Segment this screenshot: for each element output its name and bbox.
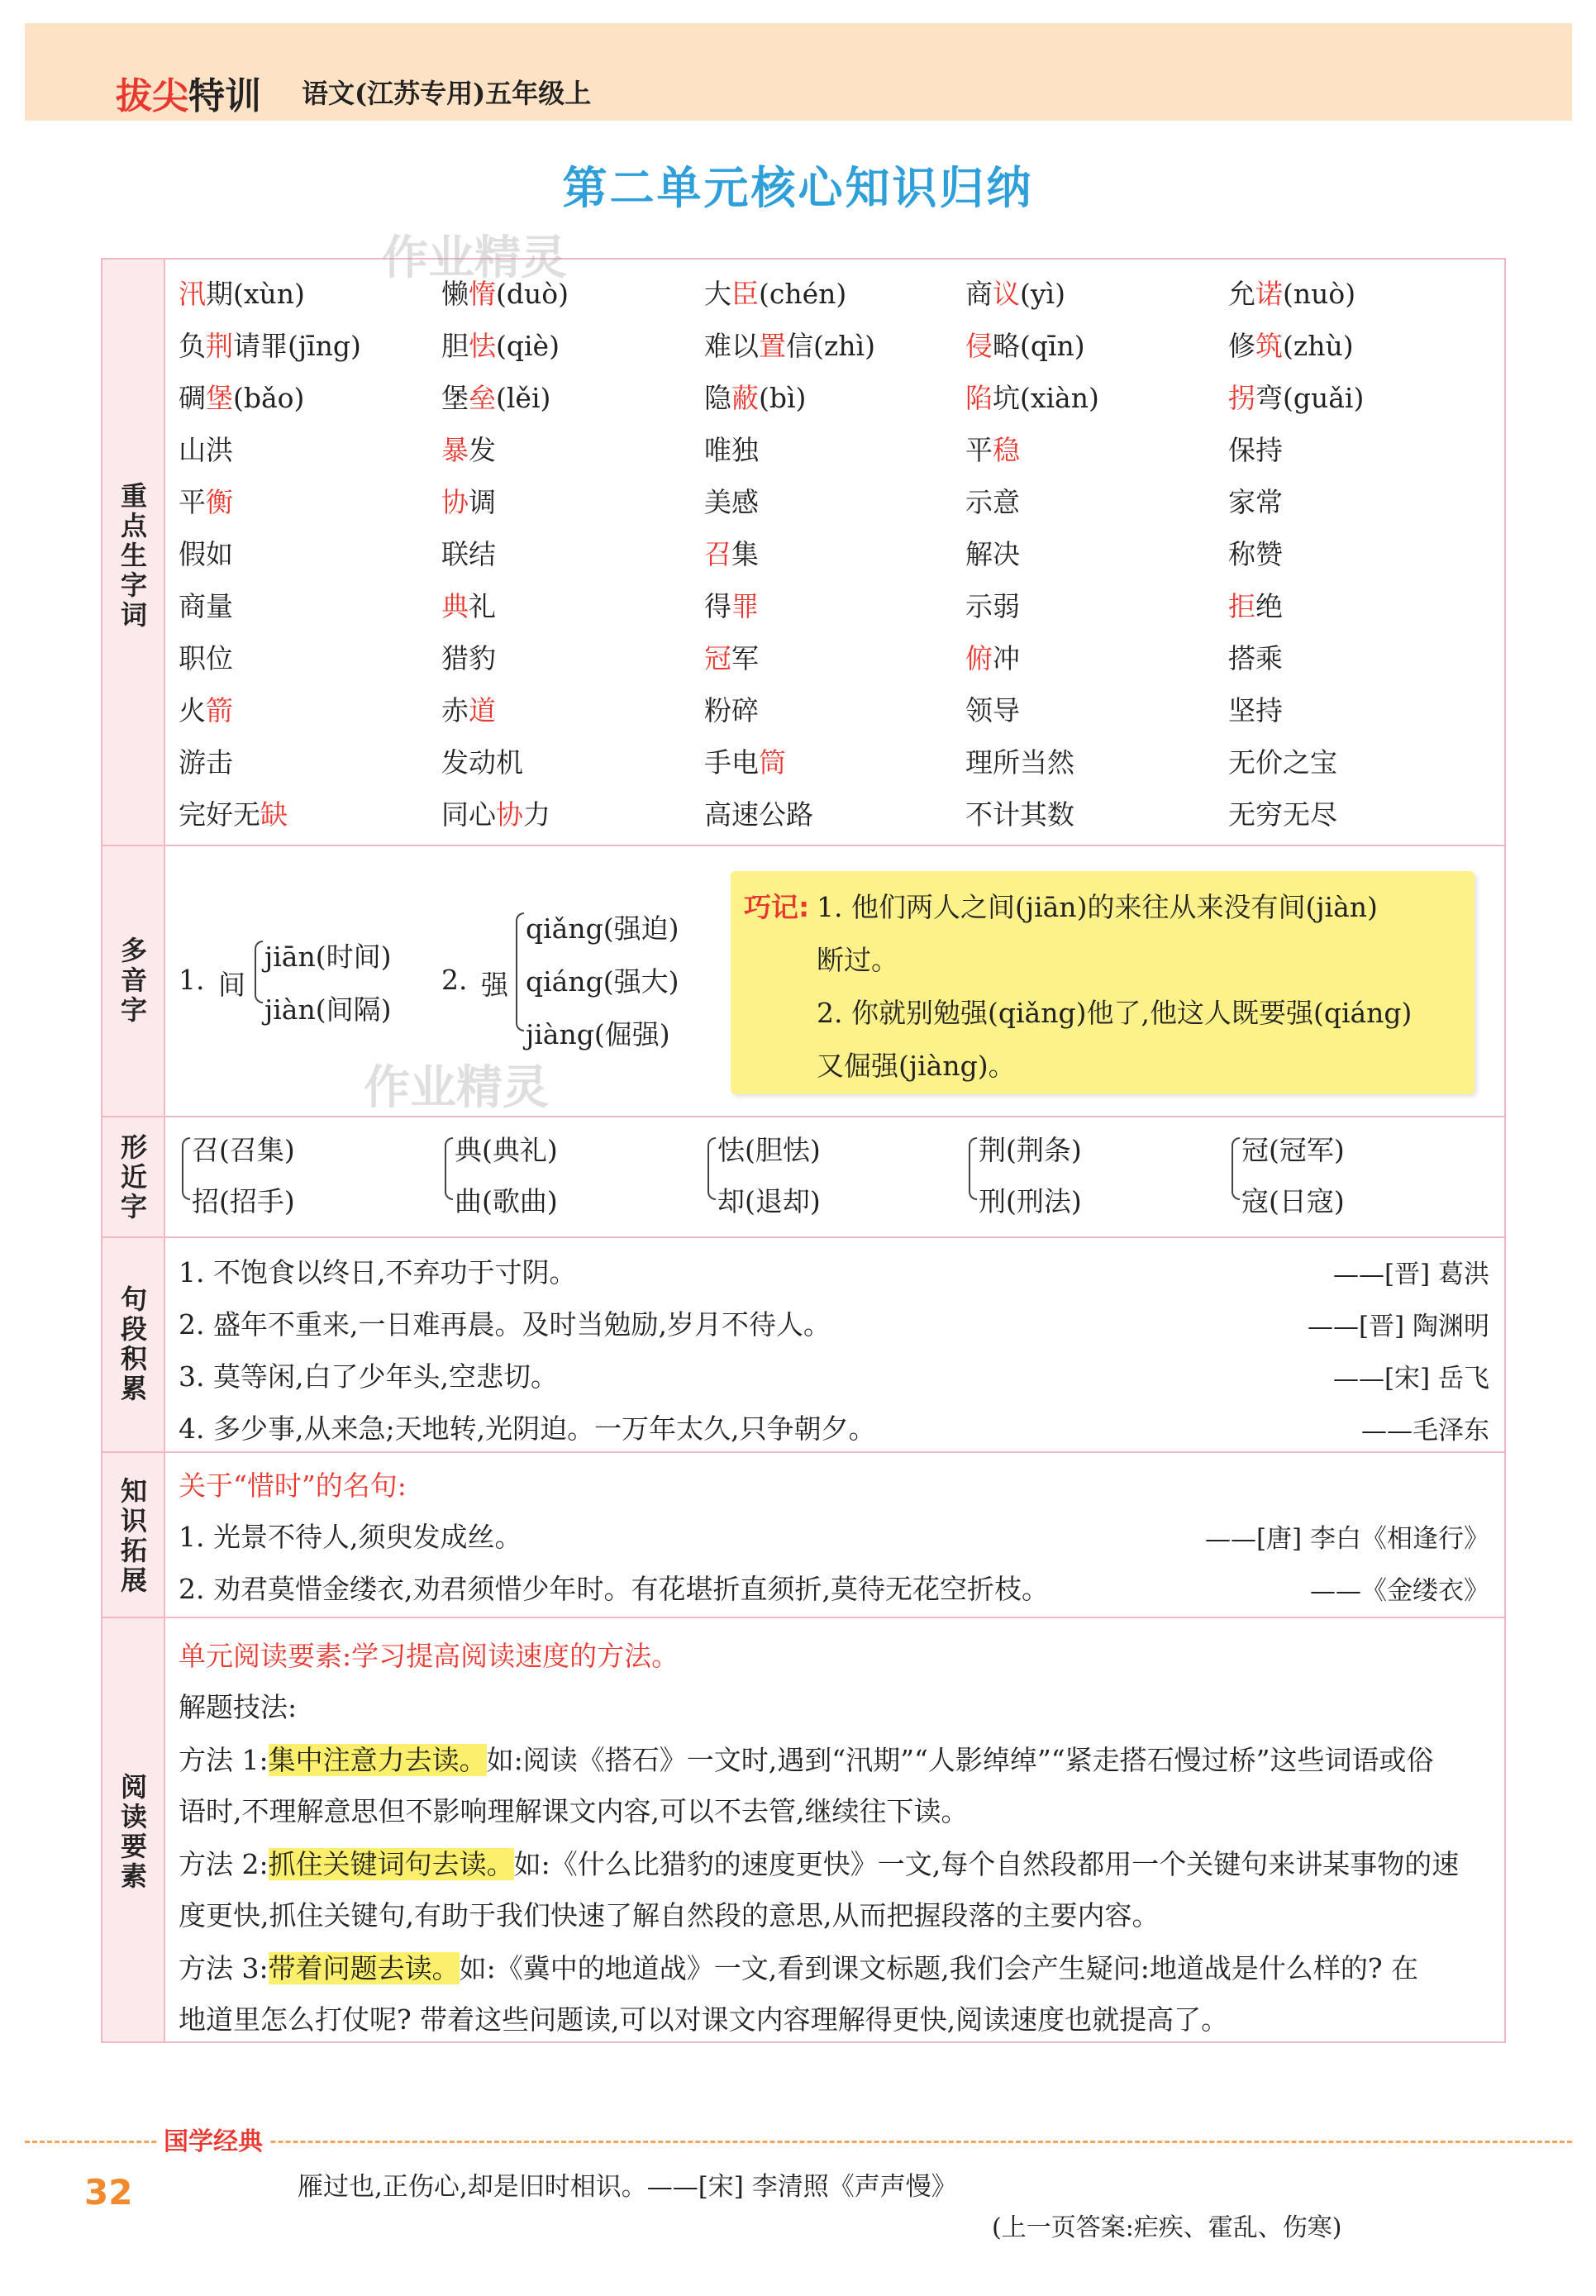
word-item: 隐蔽(bì): [704, 382, 807, 414]
memo-line: 2. 你就别勉强(qiǎng)他了,他这人既要强(qiáng): [817, 997, 1413, 1029]
footer-label: 国学经典: [157, 2121, 269, 2157]
word-item: 大臣(chén): [704, 278, 847, 310]
word-item: 难以置信(zhì): [704, 330, 875, 362]
word-item: 高速公路: [704, 798, 813, 831]
word-item: 解决: [965, 538, 1020, 570]
poly-2-c: jiàng(倔强): [526, 1018, 670, 1050]
brand-logo: 拔尖特训: [116, 75, 261, 117]
sentence-text: 3. 莫等闲,白了少年头,空悲切。: [179, 1360, 558, 1393]
word-item: 游击: [179, 746, 233, 779]
sentence-text: 1. 不饱食以终日,不弃功于寸阴。: [179, 1256, 577, 1289]
extend-text: 1. 光景不待人,须臾发成丝。: [179, 1521, 522, 1553]
word-item: 手电筒: [704, 746, 786, 779]
word-item: 平衡: [179, 486, 233, 518]
extend-head: 关于“惜时”的名句:: [179, 1470, 407, 1502]
word-item: 汛期(xùn): [179, 278, 305, 310]
poly-1-b: jiàn(间隔): [264, 993, 392, 1026]
page-title: 第二单元核心知识归纳: [562, 162, 1034, 214]
similar-char: 冠(冠军): [1241, 1134, 1345, 1166]
row-divider: [102, 1617, 1506, 1618]
watermark: 作业精灵: [364, 1061, 549, 1115]
section-label-extend: 知 识 拓 展: [120, 1475, 147, 1596]
word-item: 美感: [704, 486, 759, 518]
method-2: 方法 2:抓住关键词句去读。如:《什么比猎豹的速度更快》一文,每个自然段都用一个关键句来讲某事物的速: [179, 1848, 1460, 1880]
word-item: 侵略(qīn): [965, 330, 1085, 362]
brace: [1232, 1137, 1240, 1200]
word-item: 示弱: [965, 590, 1020, 622]
method-3: 方法 3:带着问题去读。如:《冀中的地道战》一文,看到课文标题,我们会产生疑问:地道战是什么样的? 在: [179, 1952, 1419, 1984]
word-item: 山洪: [179, 434, 233, 466]
memo-line: 1. 他们两人之间(jiān)的来往从来没有间(jiàn): [817, 891, 1378, 923]
word-item: 召集: [704, 538, 759, 570]
similar-char: 却(退却): [717, 1185, 821, 1217]
section-label-sentences: 句 段 积 累: [120, 1284, 147, 1404]
sentence-text: 2. 盛年不重来,一日难再晨。及时当勉励,岁月不待人。: [179, 1308, 831, 1341]
poly-2-num: 2.: [441, 964, 468, 996]
footer-quote: 雁过也,正伤心,却是旧时相识。——[宋] 李清照《声声慢》: [298, 2172, 957, 2202]
word-item: 职位: [179, 642, 233, 674]
word-item: 假如: [179, 538, 233, 570]
row-divider: [102, 1451, 1506, 1453]
word-item: 示意: [965, 486, 1020, 518]
word-item: 胆怯(qiè): [441, 330, 560, 362]
similar-char: 寇(日寇): [1241, 1185, 1345, 1217]
brace: [445, 1137, 453, 1200]
similar-char: 曲(歌曲): [455, 1185, 558, 1217]
word-item: 协调: [441, 486, 496, 518]
word-item: 商量: [179, 590, 233, 622]
method-1-line2: 语时,不理解意思但不影响理解课文内容,可以不去管,继续往下读。: [179, 1795, 969, 1827]
word-item: 赤道: [441, 694, 496, 726]
watermark: 作业精灵: [382, 231, 567, 285]
sentence-author: ——[晋] 葛洪: [1332, 1260, 1489, 1289]
word-item: 拐弯(guǎi): [1228, 382, 1365, 414]
word-item: 碉堡(bǎo): [179, 382, 305, 414]
section-label-poly: 多 音 字: [120, 935, 147, 1026]
word-item: 称赞: [1228, 538, 1283, 570]
poly-2-b: qiáng(强大): [526, 965, 679, 998]
word-item: 完好无缺: [179, 798, 288, 831]
method-2-line2: 度更快,抓住关键句,有助于我们快速了解自然段的意思,从而把握段落的主要内容。: [179, 1899, 1160, 1932]
word-item: 俯冲: [965, 642, 1020, 674]
word-item: 不计其数: [965, 798, 1074, 831]
word-item: 发动机: [441, 746, 523, 779]
word-item: 火箭: [179, 694, 233, 726]
word-item: 商议(yì): [965, 278, 1065, 310]
sentence-author: ——[晋] 陶渊明: [1307, 1312, 1489, 1341]
word-item: 无穷无尽: [1228, 798, 1337, 831]
word-item: 坚持: [1228, 694, 1283, 726]
word-item: 堡垒(lěi): [441, 382, 551, 414]
poly-1-char: 间: [218, 969, 245, 1001]
word-item: 得罪: [704, 590, 759, 622]
similar-char: 怯(胆怯): [717, 1134, 821, 1166]
word-item: 领导: [965, 694, 1020, 726]
similar-char: 刑(刑法): [979, 1185, 1082, 1217]
word-item: 无价之宝: [1228, 746, 1337, 779]
similar-char: 荆(荆条): [979, 1134, 1082, 1166]
page-number: 32: [84, 2172, 133, 2213]
memo-line: 又倔强(jiàng)。: [817, 1050, 1016, 1082]
memo-key: 巧记:: [744, 891, 810, 923]
reading-head: 单元阅读要素:学习提高阅读速度的方法。: [179, 1640, 679, 1672]
sentence-author: ——[宋] 岳飞: [1332, 1364, 1489, 1393]
word-item: 允诺(nuò): [1228, 278, 1356, 310]
word-item: 猎豹: [441, 642, 496, 674]
section-label-reading: 阅 读 要 素: [120, 1771, 147, 1892]
word-item: 陷坑(xiàn): [965, 382, 1099, 414]
word-item: 拒绝: [1228, 590, 1283, 622]
word-item: 理所当然: [965, 746, 1074, 779]
word-item: 暴发: [441, 434, 496, 466]
word-item: 修筑(zhù): [1228, 330, 1354, 362]
memo-line: 断过。: [817, 944, 898, 976]
section-label-similar: 形 近 字: [120, 1131, 147, 1222]
method-3-line2: 地道里怎么打仗呢? 带着这些问题读,可以对课文内容理解得更快,阅读速度也就提高了。: [179, 2003, 1229, 2036]
sentence-text: 4. 多少事,从来急;天地转,光阴迫。一万年太久,只争朝夕。: [179, 1412, 876, 1445]
knowledge-table: [101, 258, 1506, 2043]
reading-sub: 解题技法:: [179, 1691, 298, 1723]
word-item: 负荆请罪(jīng): [179, 330, 361, 362]
similar-char: 典(典礼): [455, 1134, 558, 1166]
row-divider: [102, 1236, 1506, 1238]
extend-author: ——《金缕衣》: [1310, 1576, 1489, 1606]
memo-note: [731, 871, 1475, 1094]
similar-char: 召(召集): [192, 1134, 295, 1166]
word-item: 冠军: [704, 642, 759, 674]
subject-label: 语文(江苏专用)五年级上: [302, 78, 592, 109]
word-item: 懒惰(duò): [441, 278, 569, 310]
word-item: 唯独: [704, 434, 759, 466]
brace: [707, 1137, 716, 1200]
brace: [969, 1137, 977, 1200]
brace: [516, 912, 524, 1031]
section-label-words: 重 点 生 字 词: [120, 480, 147, 631]
similar-char: 招(招手): [192, 1185, 295, 1217]
poly-1-a: jiān(时间): [264, 941, 392, 973]
sentence-author: ——毛泽东: [1361, 1416, 1489, 1446]
word-item: 粉碎: [704, 694, 759, 726]
extend-text: 2. 劝君莫惜金缕衣,劝君须惜少年时。有花堪折直须折,莫待无花空折枝。: [179, 1573, 1049, 1605]
row-divider: [102, 845, 1506, 846]
poly-2-a: qiǎng(强迫): [526, 912, 679, 945]
extend-author: ——[唐] 李白《相逢行》: [1204, 1524, 1489, 1554]
word-item: 保持: [1228, 434, 1283, 466]
footer-answer: (上一页答案:疟疾、霍乱、伤寒): [992, 2213, 1342, 2242]
method-1: 方法 1:集中注意力去读。如:阅读《搭石》一文时,遇到“汛期”“人影绰绰”“紧走搭石慢过桥”这些词语或俗: [179, 1744, 1434, 1776]
poly-2-char: 强: [481, 969, 508, 1001]
word-item: 同心协力: [441, 798, 550, 831]
word-item: 平稳: [965, 434, 1020, 466]
brace: [255, 941, 263, 1003]
poly-1-num: 1.: [179, 964, 205, 996]
word-item: 联结: [441, 538, 496, 570]
word-item: 典礼: [441, 590, 496, 622]
word-item: 搭乘: [1228, 642, 1283, 674]
row-divider: [102, 1116, 1506, 1117]
brace: [182, 1137, 190, 1200]
word-item: 家常: [1228, 486, 1283, 518]
